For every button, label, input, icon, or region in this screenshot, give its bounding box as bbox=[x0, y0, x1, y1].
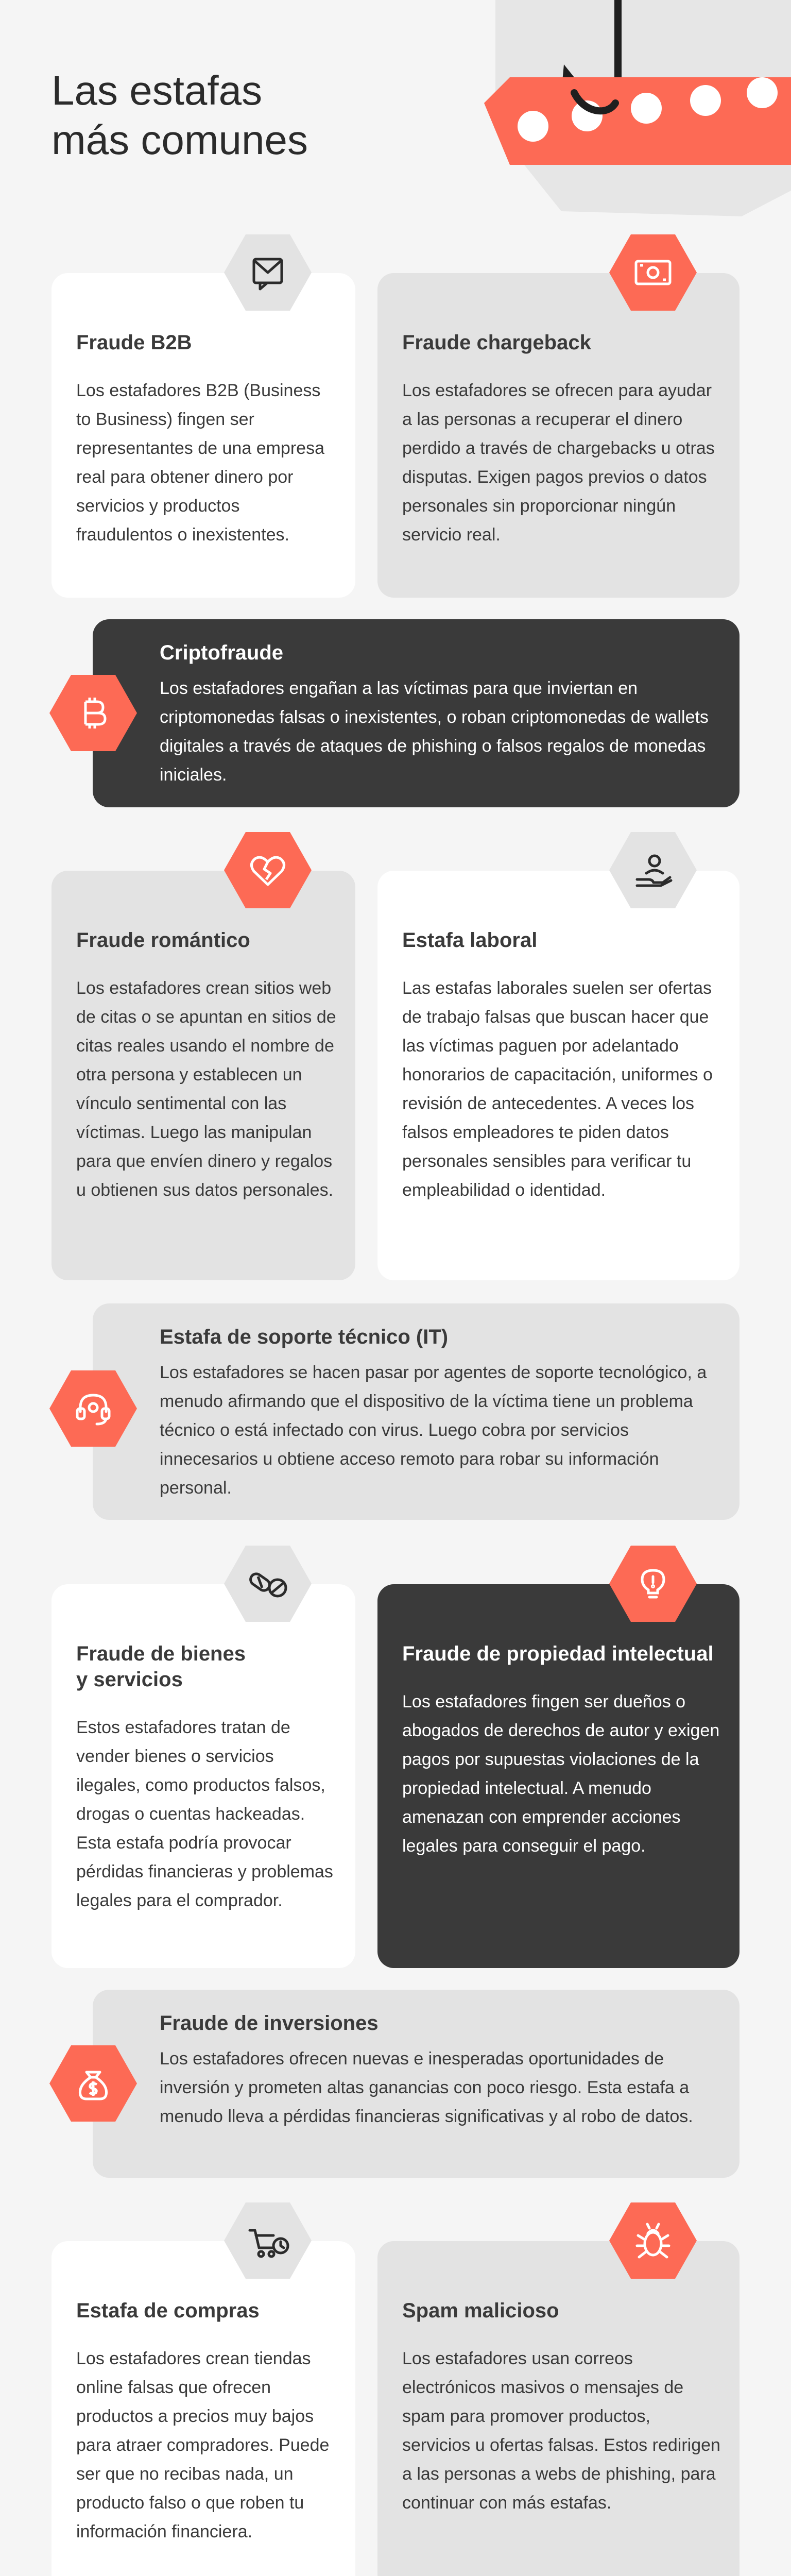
cart-clock-icon bbox=[224, 2202, 312, 2279]
bug-icon bbox=[609, 2202, 697, 2279]
card-body: Estos estafadores tratan de vender bienes o servicios ilegales, como productos falsos, drogas o cuentas hackeadas. Esta estafa podría provocar pérdidas financieras y problemas legales para el comprador. bbox=[76, 1718, 333, 1910]
card-title: Fraude romántico bbox=[76, 929, 250, 952]
broken-heart-icon bbox=[224, 832, 312, 908]
page-title-line1: Las estafas bbox=[51, 67, 263, 113]
page-title-line2: más comunes bbox=[51, 117, 308, 163]
card-title-line1: Fraude de bienes bbox=[76, 1642, 246, 1665]
card-body: Los estafadores crean tiendas online falsas que ofrecen productos a precios muy bajos para atraer compradores. Puede ser que no recibas nada, un producto falso o que roben tu información financiera. bbox=[76, 2349, 330, 2541]
card-investments bbox=[93, 1990, 740, 2178]
card-body: Los estafadores B2B (Business to Business) fingen ser representantes de una empresa real para obtener dinero por servicios y productos fraudulentos o inexistentes. bbox=[76, 381, 324, 545]
card-ip bbox=[377, 1584, 740, 1968]
bitcoin-icon bbox=[49, 675, 137, 751]
card-body: Los estafadores se ofrecen para ayudar a las personas a recuperar el dinero perdido a través de chargebacks u otras disputas. Exigen pagos previos o datos personales sin proporcionar ningún servicio real. bbox=[402, 381, 715, 545]
card-title: Estafa de compras bbox=[76, 2299, 260, 2322]
card-title: Estafa de soporte técnico (IT) bbox=[160, 1326, 449, 1348]
card-romance bbox=[51, 871, 355, 1280]
card-b2b bbox=[51, 273, 355, 598]
card-title: Spam malicioso bbox=[402, 2299, 559, 2322]
envelope-icon bbox=[224, 234, 312, 311]
card-title: Fraude de propiedad intelectual bbox=[402, 1642, 714, 1665]
card-body: Los estafadores ofrecen nuevas e inesperadas oportunidades de inversión y prometen altas ganancias con poco riesgo. Esta estafa a menudo lleva a pérdidas financieras significativas y al robo de datos. bbox=[160, 2049, 693, 2126]
card-body: Las estafas laborales suelen ser ofertas de trabajo falsas que buscan hacer que las víctimas paguen por adelantado honorarios de capacitación, uniformes o revisión de antecedentes. A veces los falsos empleadores te piden datos personales sensibles para verificar tu empleabilidad o identidad. bbox=[402, 978, 713, 1200]
card-title: Fraude de inversiones bbox=[160, 2012, 379, 2035]
card-chargeback bbox=[377, 273, 740, 598]
card-shopping bbox=[51, 2241, 355, 2576]
card-tech-support bbox=[93, 1303, 740, 1520]
card-body: Los estafadores fingen ser dueños o abogados de derechos de autor y exigen pagos por supuestas violaciones de la propiedad intelectual. A menudo amenazan con emprender acciones legales para conseguir el pago. bbox=[402, 1692, 720, 1856]
card-title: Estafa laboral bbox=[402, 929, 538, 952]
card-title-line2: y servicios bbox=[76, 1668, 183, 1691]
pills-icon bbox=[224, 1546, 312, 1622]
money-bill-icon bbox=[609, 234, 697, 311]
money-bag-icon bbox=[49, 2045, 137, 2122]
hand-person-icon bbox=[609, 832, 697, 908]
card-title: Fraude B2B bbox=[76, 331, 192, 354]
card-body: Los estafadores usan correos electrónicos masivos o mensajes de spam para promover productos, servicios u ofertas falsas. Estos redirigen a las personas a webs de phishing, para continuar con más estafas. bbox=[402, 2349, 720, 2513]
lightbulb-icon bbox=[609, 1546, 697, 1622]
card-crypto bbox=[93, 619, 740, 807]
card-title bbox=[76, 1641, 334, 1692]
card-body: Los estafadores crean sitios web de citas o se apuntan en sitios de citas reales usando el nombre de otra persona y establecen un vínculo sentimental con las víctimas. Luego las manipulan para que envíen dinero y regalos u obtienen sus datos personales. bbox=[76, 978, 336, 1200]
card-body: Los estafadores se hacen pasar por agentes de soporte tecnológico, a menudo afirmando que el dispositivo de la víctima tiene un problema técnico o está infectado con virus. Luego cobra por servicios innecesarios u obtiene acceso remoto para robar su información personal. bbox=[160, 1363, 707, 1498]
card-spam bbox=[377, 2241, 740, 2576]
card-body: Los estafadores engañan a las víctimas para que inviertan en criptomonedas falsas o inexistentes, o roban criptomonedas de wallets digitales a través de ataques de phishing o falsos regalos de monedas iniciales. bbox=[160, 679, 709, 785]
headset-icon bbox=[49, 1370, 137, 1447]
page-title bbox=[51, 66, 463, 165]
card-title: Criptofraude bbox=[160, 641, 283, 664]
card-job bbox=[377, 871, 740, 1280]
card-goods bbox=[51, 1584, 355, 1968]
card-title: Fraude chargeback bbox=[402, 331, 591, 354]
